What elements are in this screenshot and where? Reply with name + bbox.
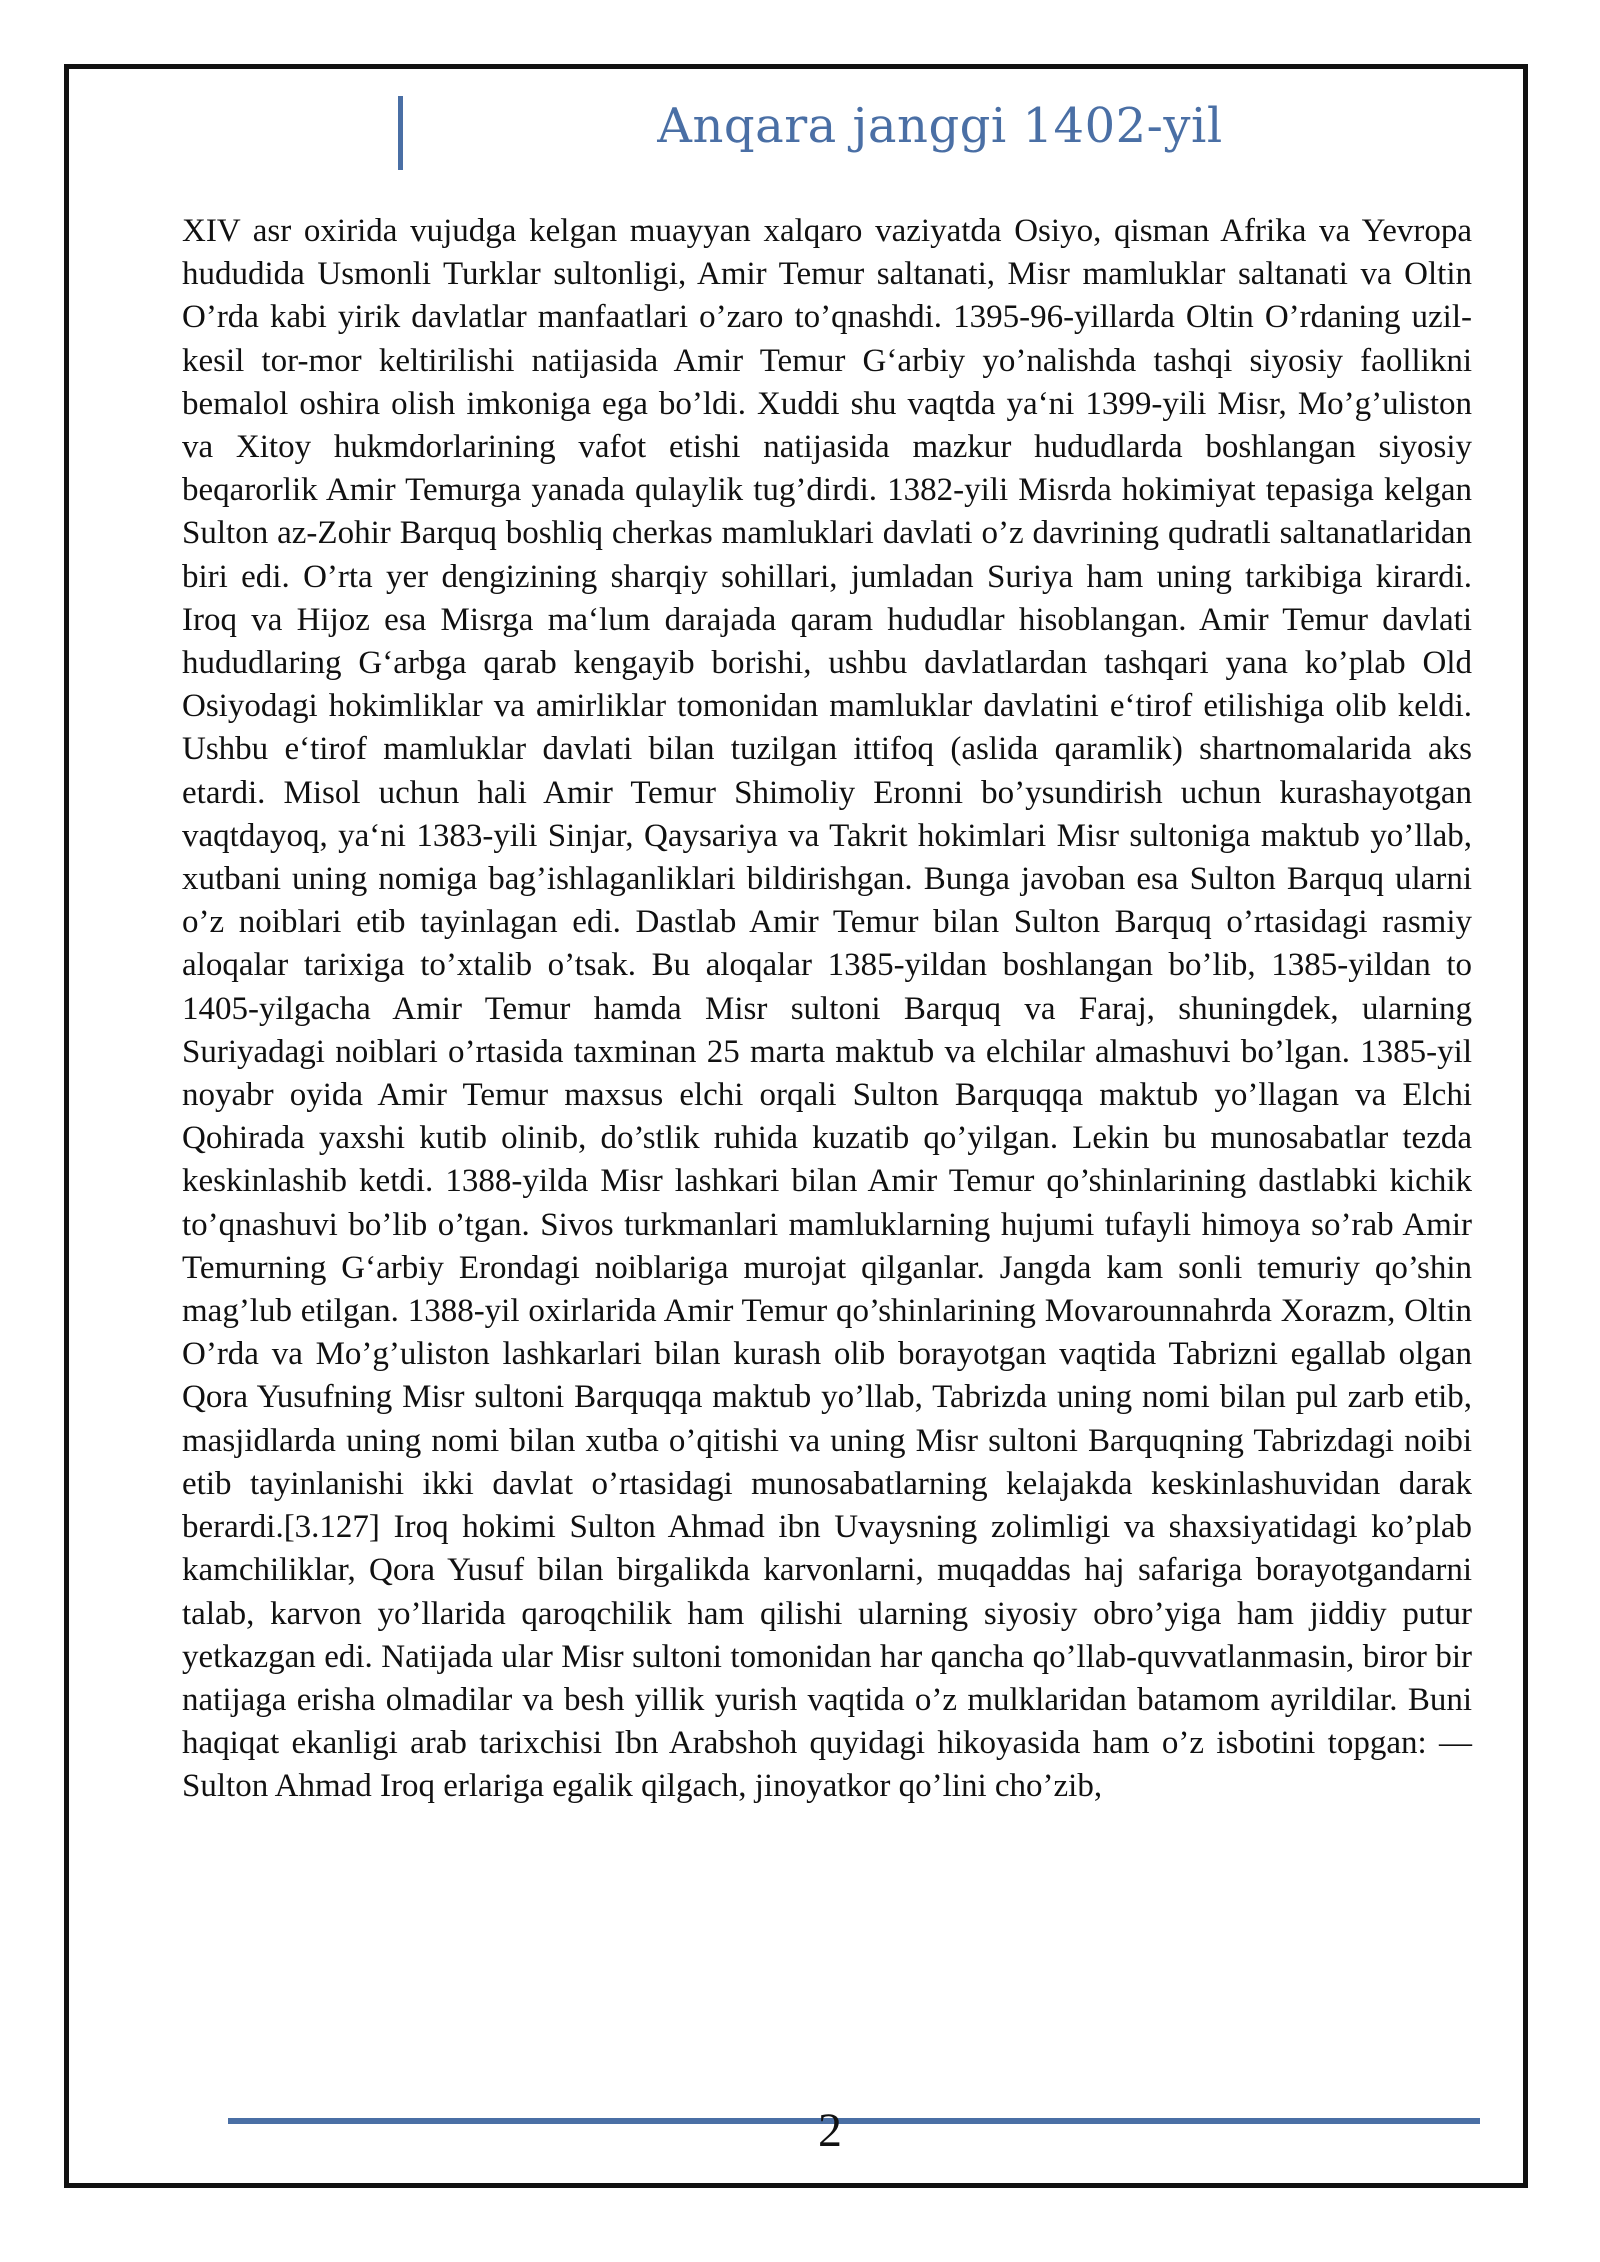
title-accent-bar	[398, 96, 403, 170]
page-title: Anqara janggi 1402-yil	[657, 98, 1223, 154]
body-paragraph: XIV asr oxirida vujudga kelgan muayyan xalqaro vaziyatda Osiyo, qisman Afrika va Yevropa hududida Usmonli Turklar sultonligi, Amir Temur saltanati, Misr mamluklar saltanati va Oltin O’rda kabi yirik davlatlar manfaatlari o’zaro to’qnashdi. 1395-96-yillarda Oltin O’rdaning uzil-kesil tor-mor keltirilishi natijasida Amir Temur G‘arbiy yo’nalishda tashqi siyosiy faollikni bemalol oshira olish imkoniga ega bo’ldi. Xuddi shu vaqtda ya‘ni 1399-yili Misr, Mo’g’uliston va Xitoy hukmdorlarining vafot etishi natijasida mazkur hududlarda boshlangan siyosiy beqarorlik Amir Temurga yanada qulaylik tug’dirdi. 1382-yili Misrda hokimiyat tepasiga kelgan Sulton az-Zohir Barquq boshliq cherkas mamluklari davlati o’z davrining qudratli saltanatlaridan biri edi. O’rta yer dengizining sharqiy sohillari, jumladan Suriya ham uning tarkibiga kirardi. Iroq va Hijoz esa Misrga ma‘lum darajada qaram hududlar hisoblangan. Amir Temur davlati hududlaring G‘arbga qarab kengayib borishi, ushbu davlatlardan tashqari yana ko’plab Old Osiyodagi hokimliklar va amirliklar tomonidan mamluklar davlatini e‘tirof etilishiga olib keldi. Ushbu e‘tirof mamluklar davlati bilan tuzilgan ittifoq (aslida qaramlik) shartnomalarida aks etardi. Misol uchun hali Amir Temur Shimoliy Eronni bo’ysundirish uchun kurashayotgan vaqtdayoq, ya‘ni 1383-yili Sinjar, Qaysariya va Takrit hokimlari Misr sultoniga maktub yo’llab, xutbani uning nomiga bag’ishlaganliklari bildirishgan. Bunga javoban esa Sulton Barquq ularni o’z noiblari etib tayinlagan edi. Dastlab Amir Temur bilan Sulton Barquq o’rtasidagi rasmiy aloqalar tarixiga to’xtalib o’tsak. Bu aloqalar 1385-yildan boshlangan bo’lib, 1385-yildan to 1405-yilgacha Amir Temur hamda Misr sultoni Barquq va Faraj, shuningdek, ularning Suriyadagi noiblari o’rtasida taxminan 25 marta maktub va elchilar almashuvi bo’lgan. 1385-yil noyabr oyida Amir Temur maxsus elchi orqali Sulton Barquqqa maktub yo’llagan va Elchi Qohirada yaxshi kutib olinib, do’stlik ruhida kuzatib qo’yilgan. Lekin bu munosabatlar tezda keskinlashib ketdi. 1388-yilda Misr lashkari bilan Amir Temur qo’shinlarining dastlabki kichik to’qnashuvi bo’lib o’tgan. Sivos turkmanlari mamluklarning hujumi tufayli himoya so’rab Amir Temurning G‘arbiy Erondagi noiblariga murojat qilganlar. Jangda kam sonli temuriy qo’shin mag’lub etilgan. 1388-yil oxirlarida Amir Temur qo’shinlarining Movarounnahrda Xorazm, Oltin O’rda va Mo’g’uliston lashkarlari bilan kurash olib borayotgan vaqtida Tabrizni egallab olgan Qora Yusufning Misr sultoni Barquqqa maktub yo’llab, Tabrizda uning nomi bilan pul zarb etib, masjidlarda uning nomi bilan xutba o’qitishi va uning Misr sultoni Barquqning Tabrizdagi noibi etib tayinlanishi ikki davlat o’rtasidagi munosabatlarning kelajakda keskinlashuvidan darak berardi.[3.127] Iroq hokimi Sulton Ahmad ibn Uvaysning zolimligi va shaxsiyatidagi ko’plab kamchiliklar, Qora Yusuf bilan birgalikda karvonlarni, muqaddas haj safariga borayotgandarni talab, karvon yo’llarida qaroqchilik ham qilishi ularning siyosiy obro’yiga ham jiddiy putur yetkazgan edi. Natijada ular Misr sultoni tomonidan har qancha qo’llab-quvvatlanmasin, biror bir natijaga erisha olmadilar va besh yillik yurish vaqtida o’z mulklaridan batamom ayrildilar. Buni haqiqat ekanligi arab tarixchisi Ibn Arabshoh quyidagi hikoyasida ham o’z isbotini topgan: — Sulton Ahmad Iroq erlariga egalik qilgach, jinoyatkor qo’lini cho’zib,	[182, 213, 1472, 1805]
page-number: 2	[818, 2104, 842, 2157]
